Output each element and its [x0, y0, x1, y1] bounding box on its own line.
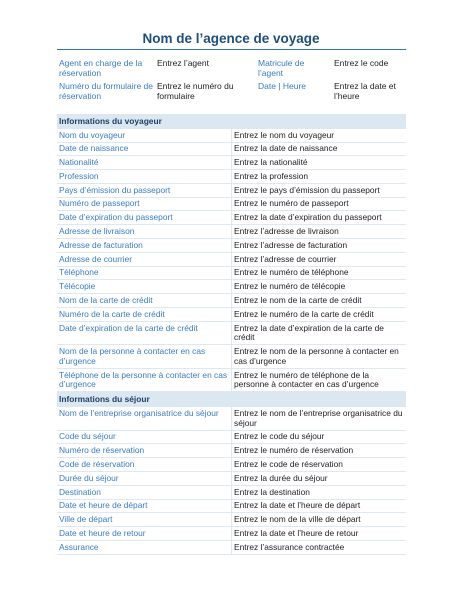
- field-label: Nationalité: [57, 156, 232, 170]
- field-value[interactable]: Entrez le nom de la carte de crédit: [232, 294, 407, 308]
- field-value[interactable]: Entrez le nom de la ville de départ: [232, 513, 407, 527]
- table-row: [57, 183, 406, 197]
- field-value[interactable]: Entrez la date d’expiration de la carte de crédit: [232, 321, 407, 345]
- field-label: Nom du voyageur: [57, 129, 232, 142]
- agent-label: Agent en charge de la réservation: [59, 58, 143, 78]
- table-row: [57, 458, 406, 472]
- reservation-table: [57, 114, 406, 555]
- table-row: [57, 540, 406, 554]
- table-row: [57, 471, 406, 485]
- field-label: Numéro de passeport: [57, 197, 232, 211]
- field-label: Date d’expiration de la carte de crédit: [57, 321, 232, 345]
- field-value[interactable]: Entrez le code du séjour: [232, 430, 407, 444]
- table-row: [57, 527, 406, 541]
- table-row: [57, 197, 406, 211]
- field-value[interactable]: Entrez le nom de l’entreprise organisatrice du séjour: [232, 407, 407, 430]
- field-label: Nom de l’entreprise organisatrice du séjour: [57, 407, 232, 430]
- table-row: [57, 129, 406, 142]
- table-row: [57, 308, 406, 322]
- table-row: [57, 430, 406, 444]
- field-value[interactable]: Entrez le code de réservation: [232, 458, 407, 472]
- field-value[interactable]: Entrez la nationalité: [232, 156, 407, 170]
- field-label: Adresse de facturation: [57, 239, 232, 253]
- section-title: Informations du voyageur: [57, 114, 406, 129]
- table-row: [57, 499, 406, 513]
- form-number-value[interactable]: Entrez le numéro du formulaire: [157, 81, 234, 101]
- field-label: Nom de la personne à contacter en cas d’urgence: [57, 345, 232, 369]
- table-row: [57, 266, 406, 280]
- field-label: Nom de la carte de crédit: [57, 294, 232, 308]
- field-label: Assurance: [57, 540, 232, 554]
- field-label: Code du séjour: [57, 430, 232, 444]
- table-row: [57, 142, 406, 156]
- table-row: [57, 225, 406, 239]
- field-label: Adresse de courrier: [57, 252, 232, 266]
- field-label: Date d’expiration du passeport: [57, 211, 232, 225]
- field-label: Date de naissance: [57, 142, 232, 156]
- table-row: [57, 368, 406, 392]
- field-label: Date et heure de retour: [57, 527, 232, 541]
- title-divider: [57, 49, 406, 50]
- field-label: Numéro de réservation: [57, 444, 232, 458]
- field-label: Profession: [57, 170, 232, 184]
- table-row: [57, 280, 406, 294]
- table-row: [57, 485, 406, 499]
- matricule-label: Matricule de l’agent: [258, 58, 305, 78]
- table-row: [57, 211, 406, 225]
- field-value[interactable]: Entrez la durée du séjour: [232, 471, 407, 485]
- field-label: Destination: [57, 485, 232, 499]
- field-label: Télécopie: [57, 280, 232, 294]
- table-row: [57, 170, 406, 184]
- table-row: [57, 239, 406, 253]
- section-header: [57, 114, 406, 129]
- field-label: Téléphone: [57, 266, 232, 280]
- date-time-label: Date | Heure: [258, 81, 307, 91]
- field-value[interactable]: Entrez l’adresse de courrier: [232, 252, 407, 266]
- field-value[interactable]: Entrez le numéro de téléphone: [232, 266, 407, 280]
- table-row: [57, 407, 406, 430]
- field-value[interactable]: Entrez l’assurance contractée: [232, 540, 407, 554]
- field-value[interactable]: Entrez la destination: [232, 485, 407, 499]
- field-label: Ville de départ: [57, 513, 232, 527]
- field-label: Téléphone de la personne à contacter en cas d’urgence: [57, 368, 232, 392]
- field-label: Durée du séjour: [57, 471, 232, 485]
- field-label: Pays d’émission du passeport: [57, 183, 232, 197]
- field-value[interactable]: Entrez le numéro de passeport: [232, 197, 407, 211]
- table-row: [57, 513, 406, 527]
- field-label: Numéro de la carte de crédit: [57, 308, 232, 322]
- field-value[interactable]: Entrez la date et l’heure de retour: [232, 527, 407, 541]
- table-row: [57, 444, 406, 458]
- field-value[interactable]: Entrez la profession: [232, 170, 407, 184]
- section-header: [57, 392, 406, 407]
- date-time-value[interactable]: Entrez la date et l’heure: [334, 81, 396, 101]
- field-value[interactable]: Entrez le numéro de téléphone de la personne à contacter en cas d’urgence: [232, 368, 407, 392]
- field-label: Adresse de livraison: [57, 225, 232, 239]
- field-value[interactable]: Entrez le numéro de réservation: [232, 444, 407, 458]
- field-value[interactable]: Entrez la date de naissance: [232, 142, 407, 156]
- field-value[interactable]: Entrez la date d’expiration du passeport: [232, 211, 407, 225]
- field-value[interactable]: Entrez l’adresse de livraison: [232, 225, 407, 239]
- field-value[interactable]: Entrez le nom de la personne à contacter en cas d’urgence: [232, 345, 407, 369]
- field-value[interactable]: Entrez le numéro de la carte de crédit: [232, 308, 407, 322]
- table-row: [57, 156, 406, 170]
- table-row: [57, 321, 406, 345]
- table-row: [57, 252, 406, 266]
- agent-value[interactable]: Entrez l’agent: [157, 58, 209, 68]
- field-value[interactable]: Entrez la date et l’heure de départ: [232, 499, 407, 513]
- field-label: Code de réservation: [57, 458, 232, 472]
- field-value[interactable]: Entrez le nom du voyageur: [232, 129, 407, 142]
- table-row: [57, 294, 406, 308]
- page-title: Nom de l’agence de voyage: [142, 31, 320, 46]
- field-value[interactable]: Entrez le pays d’émission du passeport: [232, 183, 407, 197]
- table-row: [57, 345, 406, 369]
- section-title: Informations du séjour: [57, 392, 406, 407]
- field-label: Date et heure de départ: [57, 499, 232, 513]
- field-value[interactable]: Entrez l’adresse de facturation: [232, 239, 407, 253]
- field-value[interactable]: Entrez le numéro de télécopie: [232, 280, 407, 294]
- matricule-value[interactable]: Entrez le code: [334, 58, 389, 68]
- form-number-label: Numéro du formulaire de réservation: [59, 81, 154, 101]
